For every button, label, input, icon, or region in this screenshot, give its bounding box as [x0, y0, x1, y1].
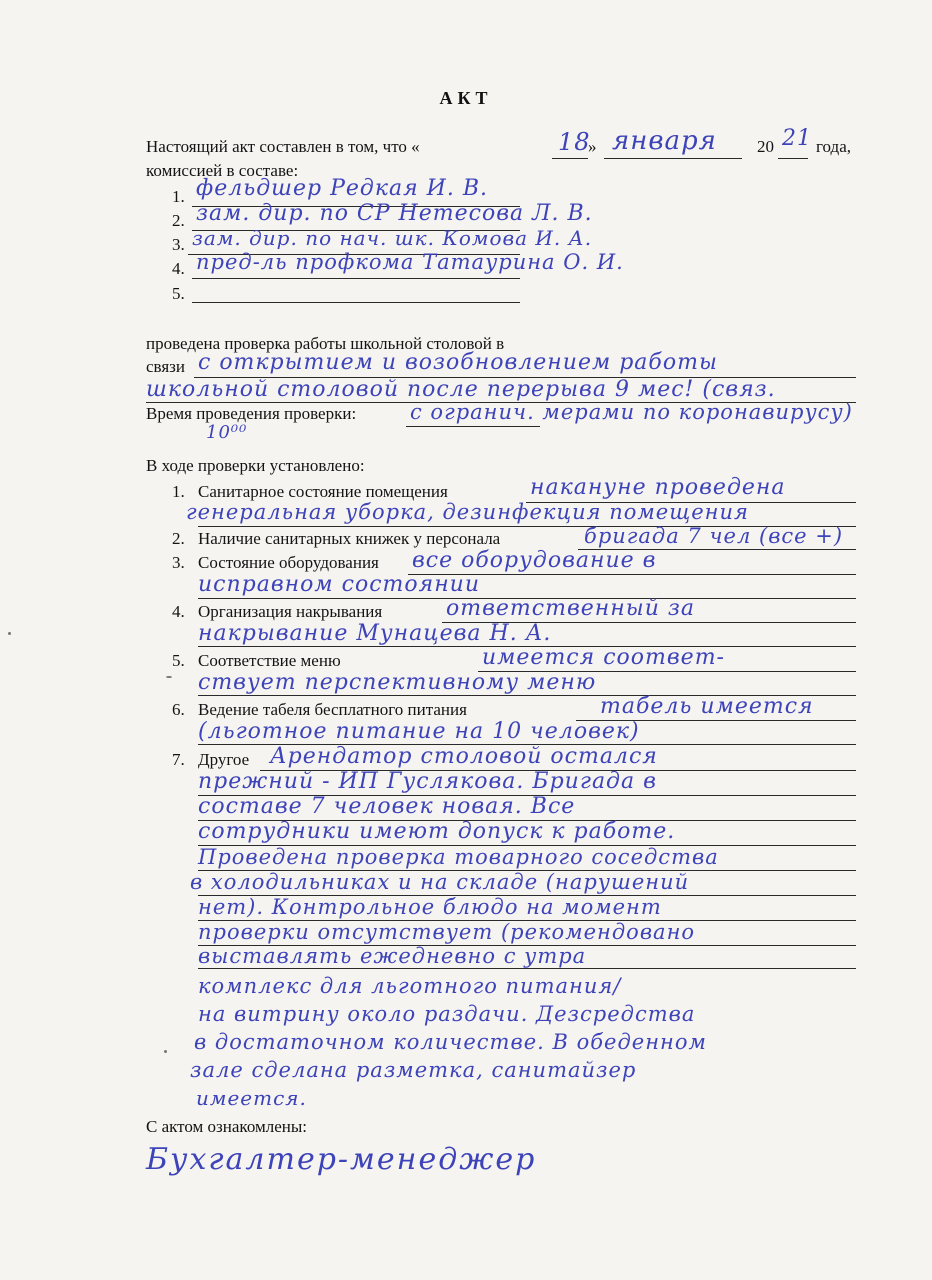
item-value: исправном состоянии	[198, 572, 481, 597]
other-line: в достаточном количестве. В обеденном	[194, 1030, 707, 1054]
intro-prefix: Настоящий акт составлен в том, что «	[146, 137, 420, 156]
other-line: в холодильниках и на складе (нарушений	[190, 870, 690, 894]
ack-label: С актом ознакомлены:	[146, 1117, 308, 1136]
scan-speck	[166, 676, 172, 678]
other-line: составе 7 человек новая. Все	[198, 794, 576, 819]
item-value: ствует перспективному меню	[198, 670, 597, 695]
intro-year: 21	[782, 126, 812, 151]
item-value: накрывание Мунацева Н. А.	[198, 621, 552, 646]
year-underline	[778, 158, 808, 159]
commission-num: 1.	[172, 187, 185, 206]
found-label: В ходе проверки установлено:	[146, 456, 365, 475]
intro-day: 18	[558, 128, 591, 156]
reason-label: связи	[146, 357, 185, 376]
item-num: 5.	[172, 651, 185, 670]
scan-speck	[164, 1050, 167, 1053]
other-line: имеется.	[196, 1086, 307, 1110]
item-label: Другое	[198, 750, 250, 769]
month-underline	[604, 158, 742, 159]
ack-signer: Бухгалтер-менеджер	[146, 1142, 537, 1177]
document-title: АКТ	[439, 88, 493, 108]
commission-num: 5.	[172, 284, 185, 303]
other-line: сотрудники имеют допуск к работе.	[198, 819, 676, 844]
other-line: зале сделана разметка, санитайзер	[190, 1058, 637, 1082]
other-line: нет). Контрольное блюдо на момент	[198, 895, 662, 919]
commission-label: комиссией в составе:	[146, 161, 299, 180]
commission-member: пред-ль профкома Татаурина О. И.	[196, 250, 624, 274]
item-value: имеется соответ-	[482, 645, 725, 670]
other-line: на витрину около раздачи. Дезсредства	[198, 1002, 696, 1026]
item-value: табель имеется	[600, 694, 814, 719]
item-value: (льготное питание на 10 человек)	[198, 719, 640, 744]
item-num: 4.	[172, 602, 185, 621]
other-line: прежний - ИП Гуслякова. Бригада в	[198, 769, 657, 794]
item-num: 7.	[172, 750, 185, 769]
item-label: Санитарное состояние помещения	[198, 482, 448, 501]
commission-num: 3.	[172, 235, 185, 254]
item-value: ответственный за	[446, 596, 695, 621]
commission-member: зам. дир. по СР Нетесова Л. В.	[196, 201, 593, 226]
item-value: бригада 7 чел (все +)	[584, 524, 844, 548]
reason-line: с открытием и возобновлением работы	[198, 350, 718, 375]
other-line: комплекс для льготного питания/	[198, 974, 622, 998]
item-num: 3.	[172, 553, 185, 572]
item-value: все оборудование в	[412, 548, 657, 573]
commission-num: 2.	[172, 211, 185, 230]
commission-member: зам. дир. по нач. шк. Комова И. А.	[192, 226, 593, 250]
other-line: Арендатор столовой остался	[270, 744, 658, 769]
time-line: 10⁰⁰	[206, 422, 248, 443]
time-label: Время проведения проверки:	[146, 404, 357, 423]
item-label: Ведение табеля бесплатного питания	[198, 700, 467, 719]
item-num: 1.	[172, 482, 185, 501]
other-line: выставлять ежедневно с утра	[198, 944, 587, 968]
item-label: Состояние оборудования	[198, 553, 379, 572]
commission-line	[192, 278, 520, 279]
commission-num: 4.	[172, 259, 185, 278]
item-num: 6.	[172, 700, 185, 719]
item-num: 2.	[172, 529, 185, 548]
day-underline	[552, 158, 588, 159]
item-label: Организация накрывания	[198, 602, 383, 621]
scan-speck	[8, 632, 11, 635]
check-label: проведена проверка работы школьной столовой в	[146, 334, 505, 353]
intro-suffix: года,	[816, 137, 852, 156]
commission-line	[192, 302, 520, 303]
intro-month: января	[612, 126, 717, 156]
intro-year-prefix: 20	[757, 137, 774, 156]
commission-member: фельдшер Редкая И. В.	[196, 176, 489, 201]
other-line: Проведена проверка товарного соседства	[198, 845, 719, 869]
item-value: генеральная уборка, дезинфекция помещения	[186, 500, 749, 524]
intro-mid: »	[588, 137, 597, 156]
time-line: с огранич. мерами по коронавирусу)	[410, 400, 853, 424]
reason-line: школьной столовой после перерыва 9 мес! (связ.	[146, 377, 776, 402]
other-line: проверки отсутствует (рекомендовано	[198, 920, 696, 944]
item-label: Соответствие меню	[198, 651, 341, 670]
time-underline	[406, 426, 540, 427]
item-value: накануне проведена	[530, 475, 786, 500]
item-label: Наличие санитарных книжек у персонала	[198, 529, 501, 548]
item-underline	[198, 968, 856, 969]
